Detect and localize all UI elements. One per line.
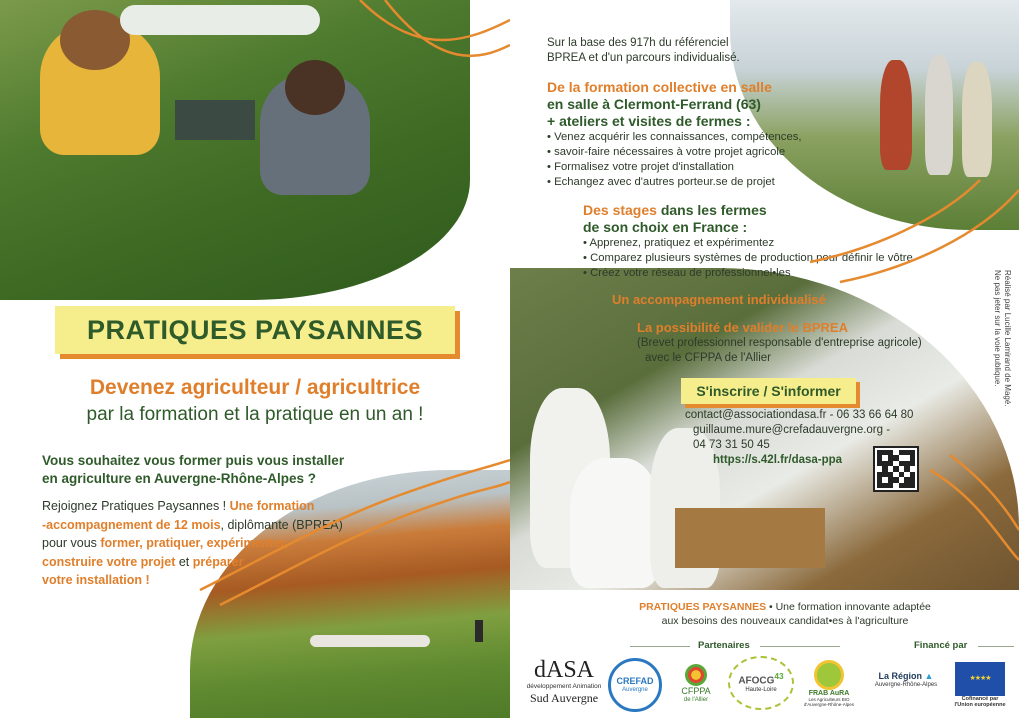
partners-label: Partenaires <box>698 640 750 651</box>
cfppa-logo: CFPPA de l'Allier <box>668 654 724 714</box>
list-item: • Formalisez votre projet d'installation <box>547 160 847 175</box>
list-item: • Comparez plusieurs systèmes de production pour définir le vôtre <box>583 251 983 266</box>
internship-bullets <box>583 236 983 281</box>
intro-paragraph: Rejoignez Pratiques Paysannes ! Une formation -accompagnement de 12 mois, diplômante (BPREA) pour vous former, pratiquer, expérimenter, construire votre projet et préparer votre installation ! <box>42 499 343 587</box>
collective-bullets <box>547 130 847 190</box>
contact-email-1[interactable]: contact@associationdasa.fr - 06 33 66 64 80 <box>685 409 914 421</box>
contact-info <box>685 408 965 468</box>
registration-link[interactable]: https://s.42l.fr/dasa-ppa <box>713 454 843 466</box>
list-item: • Apprenez, pratiquez et expérimentez <box>583 236 983 251</box>
section-farm-internships: Des stages dans les fermes de son choix en France : • Apprenez, pratiquez et expérimentez • Comparez plusieurs systèmes de production pour définir le vôtre • Créez votre réseau de professionnel•les <box>583 202 983 281</box>
list-item: • Echangez avec d'autres porteur.se de projet <box>547 175 847 190</box>
accompaniment-heading: Un accompagnement individualisé <box>612 292 826 307</box>
legal-note: Réalisé par Lucille Lamirand de Magé. Ne pas jeter sur la voie publique. <box>993 270 1012 407</box>
list-item: • Créez votre réseau de professionnel•les <box>583 266 983 281</box>
footer <box>510 590 1019 718</box>
flower-icon <box>685 664 707 686</box>
contact-phone-2: 04 73 31 50 45 <box>693 439 770 451</box>
section-collective-training: De la formation collective en salle en salle à Clermont-Ferrand (63) + ateliers et visites de fermes : • Venez acquérir les connaissances, compétences, • savoir-faire nécessaires à votre projet agricole • Formalisez votre projet d'installation • Echangez avec d'autres porteur.se de projet <box>547 79 847 190</box>
title-banner <box>55 306 455 354</box>
bprea-section: La possibilité de valider le BPREA (Brevet professionnel responsable d'entreprise agricole) avec le CFPPA de l'Allier <box>637 320 922 364</box>
footer-tagline: PRATIQUES PAYSANNES • Une formation innovante adaptée aux besoins des nouveaux candidat•es à l'agriculture <box>639 601 931 627</box>
register-button-label: S'inscrire / S'informer <box>696 383 841 399</box>
contact-email-2[interactable]: guillaume.mure@crefadauvergne.org - <box>693 424 891 436</box>
dasa-logo: dASA développement Animation Sud Auvergne <box>526 657 602 705</box>
frab-logo: FRAB AuRA Les Agriculteurs BIO d'Auvergne-Rhône-Alpes <box>800 650 858 716</box>
photo-farmers-harvesting <box>0 0 470 300</box>
region-triangle-icon: ▲ <box>924 670 934 681</box>
qr-code-icon[interactable] <box>873 446 919 492</box>
register-button[interactable] <box>681 378 856 404</box>
list-item: • Venez acquérir les connaissances, compétences, <box>547 130 847 145</box>
crefad-logo: CREFAD Auvergne <box>608 658 662 712</box>
page-title: PRATIQUES PAYSANNES <box>86 314 424 345</box>
region-logo: La Région ▲ Auvergne-Rhône-Alpes <box>874 670 938 688</box>
eu-logo: ★★★★ Cofinancé par l'Union européenne <box>950 654 1010 716</box>
sun-icon <box>814 660 844 690</box>
eu-flag-icon: ★★★★ <box>955 662 1005 696</box>
headline-orange: Devenez agriculteur / agricultrice <box>89 376 421 399</box>
afocg-logo: AFOCG$^{43}$ Haute-Loire <box>728 656 794 710</box>
question-text: Vous souhaitez vous former puis vous installer en agriculture en Auvergne-Rhône-Alpes ? <box>42 453 345 486</box>
intro-text: Sur la base des 917h du référenciel BPREA et d'un parcours individualisé. <box>547 37 740 64</box>
headline-green: par la formation et la pratique en un an ! <box>86 404 424 425</box>
list-item: • savoir-faire nécessaires à votre projet agricole <box>547 145 847 160</box>
funded-label: Financé par <box>914 640 968 651</box>
right-page <box>510 0 1019 718</box>
